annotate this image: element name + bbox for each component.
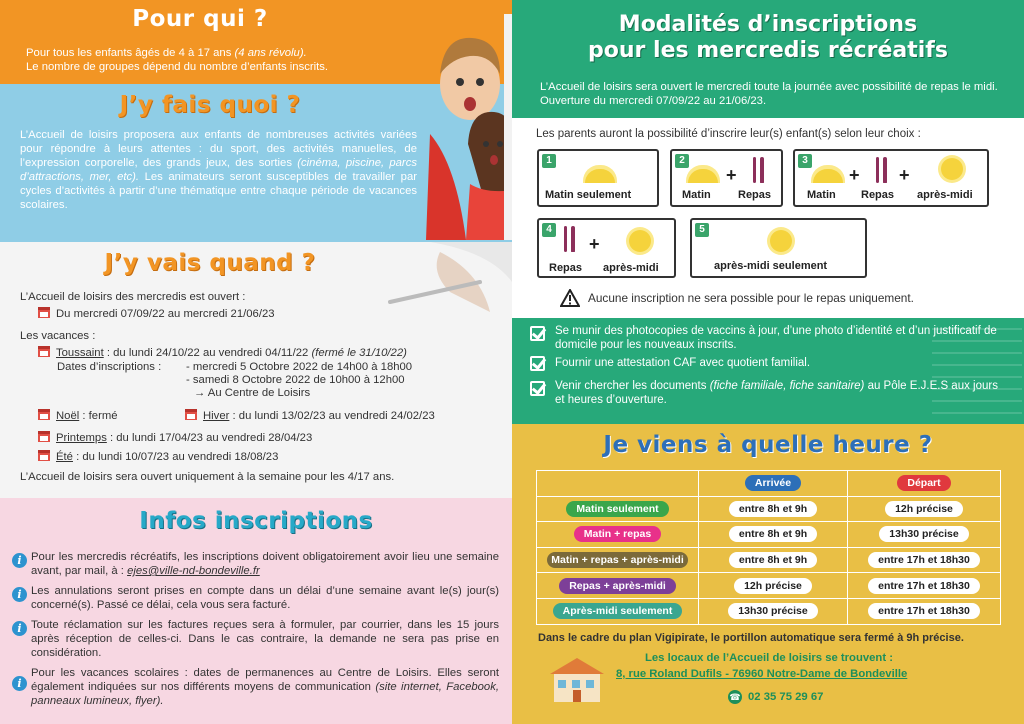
info-item-text — [31, 550, 499, 578]
check-item3-text — [555, 379, 1000, 407]
calendar-icon — [38, 431, 50, 442]
cutlery-icon — [563, 226, 577, 252]
depart-header: Départ — [897, 475, 950, 491]
section-vais-quand — [0, 242, 512, 498]
col-arrivee — [699, 471, 848, 497]
table-row — [537, 598, 1001, 624]
table-row — [537, 522, 1001, 548]
inscr-place: → Au Centre de Loisirs — [194, 387, 311, 399]
row-label-cell — [537, 522, 699, 548]
toussaint-note: (fermé le 31/10/22) — [311, 347, 407, 359]
table-row — [537, 547, 1001, 573]
vigipirate-note: Dans le cadre du plan Vigipirate, le portillon automatique sera fermé à 9h précise. — [538, 632, 964, 644]
option-number: 1 — [542, 154, 556, 168]
fais-quoi-title: J’y fais quoi ? — [119, 92, 301, 118]
row-label: Matin seulement — [566, 501, 668, 517]
option-number: 5 — [695, 223, 709, 237]
option-number: 2 — [675, 154, 689, 168]
calendar-icon — [38, 307, 50, 318]
noel-row — [38, 409, 118, 423]
info-icon: i — [12, 553, 27, 568]
check-item3-a: Venir chercher les documents — [555, 380, 710, 392]
check-item3-b: (fiche familiale, fiche sanitaire) — [709, 380, 865, 392]
sun-icon — [770, 230, 792, 252]
table-row — [537, 496, 1001, 522]
checks-list — [530, 324, 1000, 407]
option-3-label-repas: Repas — [861, 189, 895, 201]
toussaint-label: Toussaint — [56, 347, 104, 359]
pour-qui-line1-note: (4 ans révolu). — [234, 47, 307, 59]
locaux-label: Les locaux de l’Accueil de loisirs se trouvent : — [645, 652, 893, 664]
check-item — [530, 356, 1000, 371]
phone-icon: ☎ — [729, 692, 741, 702]
row-depart-cell — [848, 522, 1001, 548]
section-infos — [0, 498, 512, 724]
address-text: 8, rue Roland Dufils - 76960 Notre-Dame de Bondeville — [616, 668, 908, 680]
col-depart — [848, 471, 1001, 497]
option-4-box — [537, 218, 676, 278]
row-depart: entre 17h et 18h30 — [868, 578, 980, 594]
rising-sun-icon — [688, 169, 718, 183]
pour-qui-text — [26, 46, 426, 74]
hiver-row — [185, 409, 435, 423]
checkbox-icon — [530, 326, 545, 341]
printemps-label: Printemps — [56, 432, 107, 444]
plus-sign: + — [726, 165, 737, 185]
row-arrivee-cell — [699, 573, 848, 599]
info-icon: i — [12, 587, 27, 602]
row-label-cell — [537, 496, 699, 522]
row-label: Matin + repas + après-midi — [547, 552, 687, 568]
check-item — [530, 324, 1000, 352]
check-item3-c: au Pôle E.J.E.S aux jours et heures d’ouverture. — [555, 380, 998, 406]
row-depart-cell — [848, 573, 1001, 599]
calendar-icon — [185, 409, 197, 420]
option-5-label: après-midi seulement — [714, 260, 828, 272]
infos-title: Infos inscriptions — [139, 508, 373, 534]
pour-qui-line2: Le nombre de groupes dépend du nombre d’enfants inscrits. — [26, 61, 329, 73]
row-arrivee-cell — [699, 598, 848, 624]
checkbox-icon — [530, 356, 545, 371]
row-depart: entre 17h et 18h30 — [868, 552, 980, 568]
info-item1-text: Pour les mercredis récréatifs, les inscriptions doivent obligatoirement avoir lieu une semaine avant, par mail, à : — [31, 551, 499, 577]
mercredis-dates-text: Du mercredi 07/09/22 au mercredi 21/06/23 — [56, 308, 275, 320]
info-item — [12, 550, 502, 578]
ete-row — [38, 450, 278, 464]
info-item2-text: Les annulations seront prises en compte dans un délai d’une semaine avant le(s) jour(s) concerné(s). Passé ce délai, cela vous sera facturé. — [31, 585, 499, 611]
info-item4-note: (site internet, Facebook, panneaux lumineux, flyer). — [31, 681, 499, 707]
row-arrivee-cell — [699, 522, 848, 548]
email-link[interactable]: ejes@ville-nd-bondeville.fr — [127, 565, 260, 577]
printemps-row — [38, 431, 312, 445]
row-depart: 12h précise — [885, 501, 963, 517]
row-label-cell — [537, 547, 699, 573]
fais-quoi-text — [20, 128, 417, 212]
plus-sign: + — [849, 165, 860, 185]
info-item — [12, 666, 502, 708]
table-corner — [537, 471, 699, 497]
row-arrivee: 12h précise — [734, 578, 812, 594]
row-depart-cell — [848, 547, 1001, 573]
check-item2-text: Fournir une attestation CAF avec quotient familial. — [555, 357, 811, 369]
row-arrivee-cell — [699, 496, 848, 522]
info-item — [12, 584, 502, 612]
option-2-label-repas: Repas — [738, 189, 772, 201]
choice-intro: Les parents auront la possibilité d’inscrire leur(s) enfant(s) selon leur choix : — [536, 128, 921, 140]
option-2-box — [670, 149, 783, 207]
row-depart-cell — [848, 496, 1001, 522]
row-depart: 13h30 précise — [879, 526, 968, 542]
vacances-label: Les vacances : — [20, 330, 96, 342]
option-3-label-matin: Matin — [807, 189, 836, 201]
option-3-box — [793, 149, 989, 207]
row-arrivee: entre 8h et 9h — [729, 501, 817, 517]
info-item — [12, 618, 502, 660]
cutlery-icon — [752, 157, 766, 183]
infos-list — [12, 550, 502, 708]
inscr-date-1: - mercredi 5 Octobre 2022 de 14h00 à 18h00 — [186, 361, 413, 373]
row-arrivee-cell — [699, 547, 848, 573]
modalites-title-line2: pour les mercredis récréatifs — [588, 38, 948, 63]
row-arrivee: 13h30 précise — [728, 603, 817, 619]
modalites-header — [512, 0, 1024, 118]
toussaint-dates: : du lundi 24/10/22 au vendredi 04/11/22 — [103, 347, 312, 359]
vais-quand-title: J’y vais quand ? — [104, 250, 316, 276]
plus-sign: + — [589, 234, 600, 254]
row-arrivee: entre 8h et 9h — [729, 526, 817, 542]
row-label-cell — [537, 598, 699, 624]
noel-text: : fermé — [79, 410, 118, 422]
inscr-date-2: - samedi 8 Octobre 2022 de 10h00 à 12h00 — [186, 374, 405, 386]
arrivee-header: Arrivée — [745, 475, 801, 491]
noel-label: Noël — [56, 410, 80, 422]
pour-qui-line1: Pour tous les enfants âgés de 4 à 17 ans — [26, 47, 235, 59]
info-icon: i — [12, 621, 27, 636]
building-icon — [548, 654, 606, 704]
checkbox-icon — [530, 381, 545, 396]
vais-quand-intro: L’Accueil de loisirs des mercredis est ouvert : — [20, 291, 246, 303]
vais-quand-footer: L’Accueil de loisirs sera ouvert uniquement à la semaine pour les 4/17 ans. — [20, 471, 395, 483]
info-icon: i — [12, 676, 27, 691]
ete-label: Été — [56, 451, 73, 463]
printemps-text: : du lundi 17/04/23 au vendredi 28/04/23 — [106, 432, 313, 444]
section-checks — [512, 318, 1024, 424]
option-number: 4 — [542, 223, 556, 237]
sun-icon — [941, 158, 963, 180]
row-label-cell — [537, 573, 699, 599]
row-label: Repas + après-midi — [559, 578, 676, 594]
warning-icon — [560, 289, 580, 307]
option-1-box — [537, 149, 659, 207]
calendar-icon — [38, 346, 50, 357]
hiver-label: Hiver — [203, 410, 230, 422]
option-1-label: Matin seulement — [545, 189, 632, 201]
table-row — [537, 573, 1001, 599]
warning-text: Aucune inscription ne sera possible pour le repas uniquement. — [588, 291, 914, 305]
modalites-title-line1: Modalités d’inscriptions — [618, 12, 918, 37]
hiver-text: : du lundi 13/02/23 au vendredi 24/02/23 — [229, 410, 435, 422]
inscr-label: Dates d’inscriptions : — [57, 361, 162, 373]
rising-sun-icon — [813, 169, 843, 183]
info-item-text — [31, 666, 499, 708]
option-4-label-repas: Repas — [549, 262, 583, 274]
option-2-label-matin: Matin — [682, 189, 711, 201]
toussaint-row — [38, 346, 407, 360]
check-item1-text: Se munir des photocopies de vaccins à jour, d’une photo d’identité et d’un justificatif de domicile pour les nouveaux inscrits. — [555, 325, 997, 351]
fais-quoi-text-b: (cinéma, piscine, parcs d’attractions, mer, etc). — [20, 157, 417, 183]
row-depart: entre 17h et 18h30 — [868, 603, 980, 619]
hours-table — [536, 470, 1001, 625]
check-item — [530, 379, 1000, 407]
sun-icon — [629, 230, 651, 252]
table-header-row — [537, 471, 1001, 497]
modalites-intro: L’Accueil de loisirs sera ouvert le mercredi toute la journée avec possibilité de repas le midi. Ouverture du mercredi 07/09/22 au 21/06/23. — [540, 81, 998, 107]
heure-title: Je viens à quelle heure ? — [603, 432, 933, 458]
row-label: Après-midi seulement — [553, 603, 683, 619]
mercredis-dates — [38, 307, 275, 321]
calendar-icon — [38, 409, 50, 420]
phone-number[interactable]: 02 35 75 29 67 — [748, 691, 824, 703]
info-item4-text: Pour les vacances scolaires : dates de permanences au Centre de Loisirs. Elles seront également indiquées sur nos différents moyens de communication — [31, 667, 499, 693]
pour-qui-title: Pour qui ? — [132, 6, 268, 32]
children-photo — [426, 14, 514, 240]
option-3-label-apres-midi: après-midi — [917, 189, 973, 201]
info-item3-text: Toute réclamation sur les factures reçues sera à formuler, par courrier, dans les 15 jours après réception de celles-ci. Dans le cas contraire, la demande ne sera pas prise en considération. — [31, 619, 499, 659]
option-number: 3 — [798, 154, 812, 168]
row-depart-cell — [848, 598, 1001, 624]
fais-quoi-text-a: L’Accueil de loisirs proposera aux enfants de nombreuses activités variées pour répondre à leurs attentes : du sport, des activités manuelles, de l’expression corporelle, des grands jeux, des sorties — [20, 129, 417, 169]
phone-line — [728, 690, 823, 704]
rising-sun-icon — [585, 169, 615, 183]
option-4-label-apres-midi: après-midi — [603, 262, 659, 274]
warning-line — [560, 289, 914, 307]
modalites-title — [512, 12, 1024, 64]
row-label: Matin + repas — [574, 526, 661, 542]
calendar-icon — [38, 450, 50, 461]
ete-text: : du lundi 10/07/23 au vendredi 18/08/23 — [72, 451, 279, 463]
cutlery-icon — [875, 157, 889, 183]
plus-sign: + — [899, 165, 910, 185]
option-5-box — [690, 218, 867, 278]
row-arrivee: entre 8h et 9h — [729, 552, 817, 568]
fais-quoi-text-c: Les animateurs seront susceptibles de travailler par cycles d’activités à partir d’une thématique entre chaque période de vacances scolaires. — [20, 171, 417, 211]
